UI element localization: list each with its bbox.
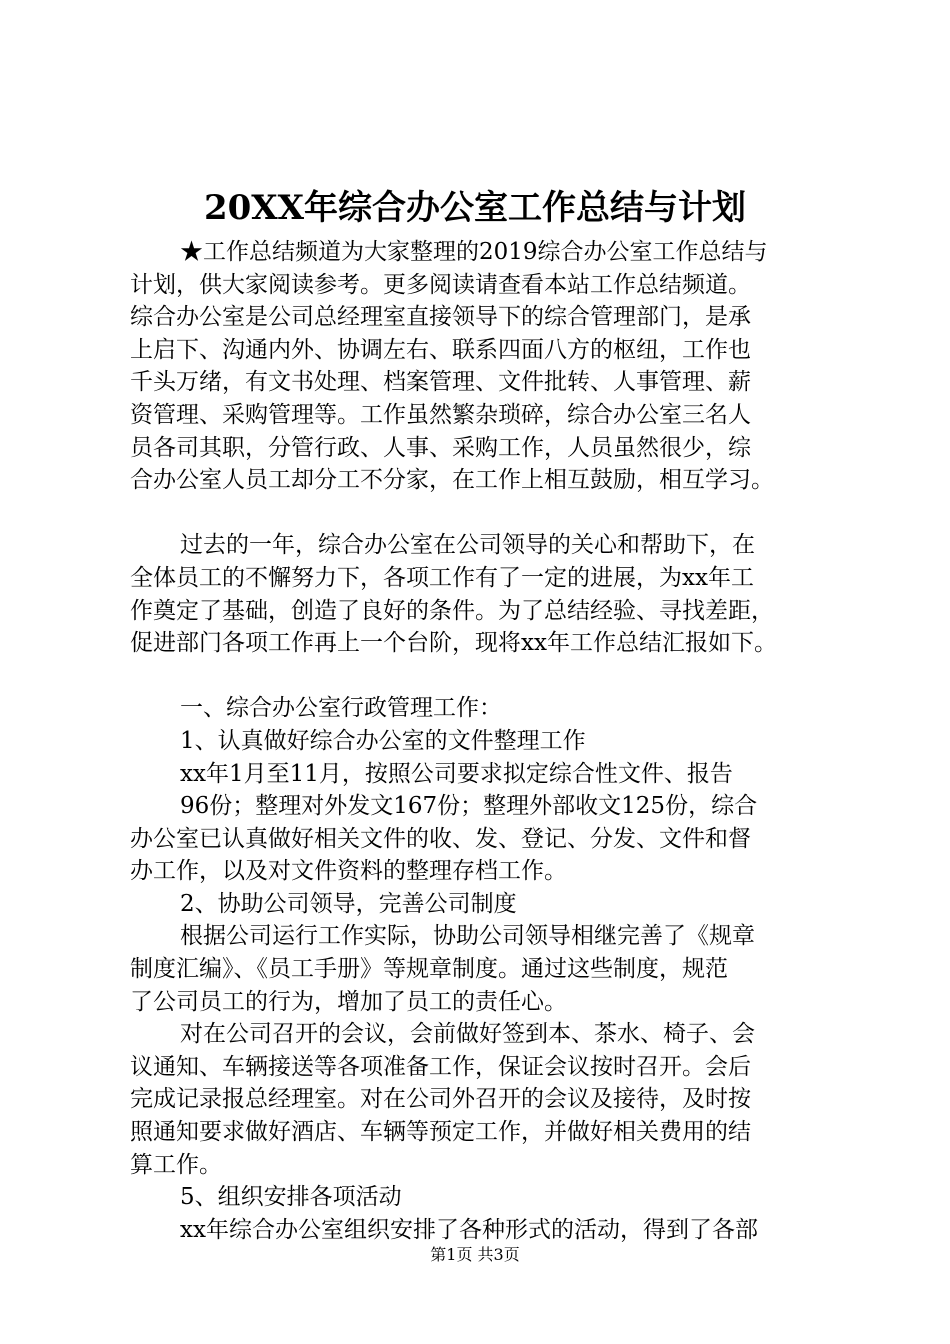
paragraph-line: xx年综合办公室组织安排了各种形式的活动，得到了各部: [180, 1216, 758, 1243]
paragraph-line: 制度汇编》、《员工手册》等规章制度。通过这些制度，规范: [130, 956, 728, 983]
paragraph-line: 作奠定了基础，创造了良好的条件。为了总结经验、寻找差距，: [130, 597, 774, 624]
paragraph-line: 了公司员工的行为，增加了员工的责任心。: [130, 988, 567, 1015]
paragraph-line: 上启下、沟通内外、协调左右、联系四面八方的枢纽，工作也: [130, 336, 751, 363]
paragraph-line: 照通知要求做好酒店、车辆等预定工作，并做好相关费用的结: [130, 1119, 751, 1146]
paragraph-line: 综合办公室是公司总经理室直接领导下的综合管理部门，是承: [130, 304, 751, 331]
paragraph-line: 计划，供大家阅读参考。更多阅读请查看本站工作总结频道。: [130, 271, 751, 298]
paragraph-line: 千头万绪，有文书处理、档案管理、文件批转、人事管理、薪: [130, 369, 751, 396]
paragraph-line: 对在公司召开的会议，会前做好签到本、茶水、椅子、会: [180, 1021, 755, 1048]
paragraph-line: 过去的一年，综合办公室在公司领导的关心和帮助下，在: [180, 532, 755, 559]
paragraph-line: 合办公室人员工却分工不分家，在工作上相互鼓励，相互学习。: [130, 467, 774, 494]
paragraph-line: 算工作。: [130, 1151, 222, 1178]
paragraph-line: ★工作总结频道为大家整理的2019综合办公室工作总结与: [180, 239, 768, 265]
subsection-heading: 5、组织安排各项活动: [180, 1184, 402, 1211]
subsection-heading: 2、协助公司领导，完善公司制度: [180, 890, 517, 917]
paragraph-line: 促进部门各项工作再上一个台阶，现将xx年工作总结汇报如下。: [130, 630, 777, 657]
document-body: [130, 236, 850, 1246]
paragraph-line: 96份；整理对外发文167份；整理外部收文125份，综合: [180, 793, 758, 820]
paragraph-line: 完成记录报总经理室。对在公司外召开的会议及接待，及时按: [130, 1086, 751, 1113]
paragraph-line: 根据公司运行工作实际，协助公司领导相继完善了《规章: [180, 923, 755, 950]
blank-line: [130, 660, 850, 693]
blank-line: [130, 497, 850, 530]
paragraph-line: 办公室已认真做好相关文件的收、发、登记、分发、文件和督: [130, 825, 751, 852]
paragraph-line: 资管理、采购管理等。工作虽然繁杂琐碎，综合办公室三名人: [130, 401, 751, 428]
section-heading: 一、综合办公室行政管理工作：: [180, 695, 502, 722]
paragraph-line: xx年1月至11月，按照公司要求拟定综合性文件、报告: [180, 760, 733, 787]
document-title: 20XX年综合办公室工作总结与计划: [203, 188, 747, 228]
paragraph-line: 员各司其职，分管行政、人事、采购工作，人员虽然很少，综: [130, 434, 751, 461]
paragraph-line: 办工作，以及对文件资料的整理存档工作。: [130, 858, 567, 885]
page-number: 第1页 共3页: [430, 1245, 520, 1264]
paragraph-line: 议通知、车辆接送等各项准备工作，保证会议按时召开。会后: [130, 1053, 751, 1080]
paragraph-line: 全体员工的不懈努力下，各项工作有了一定的进展，为xx年工: [130, 564, 754, 591]
subsection-heading: 1、认真做好综合办公室的文件整理工作: [180, 727, 586, 754]
